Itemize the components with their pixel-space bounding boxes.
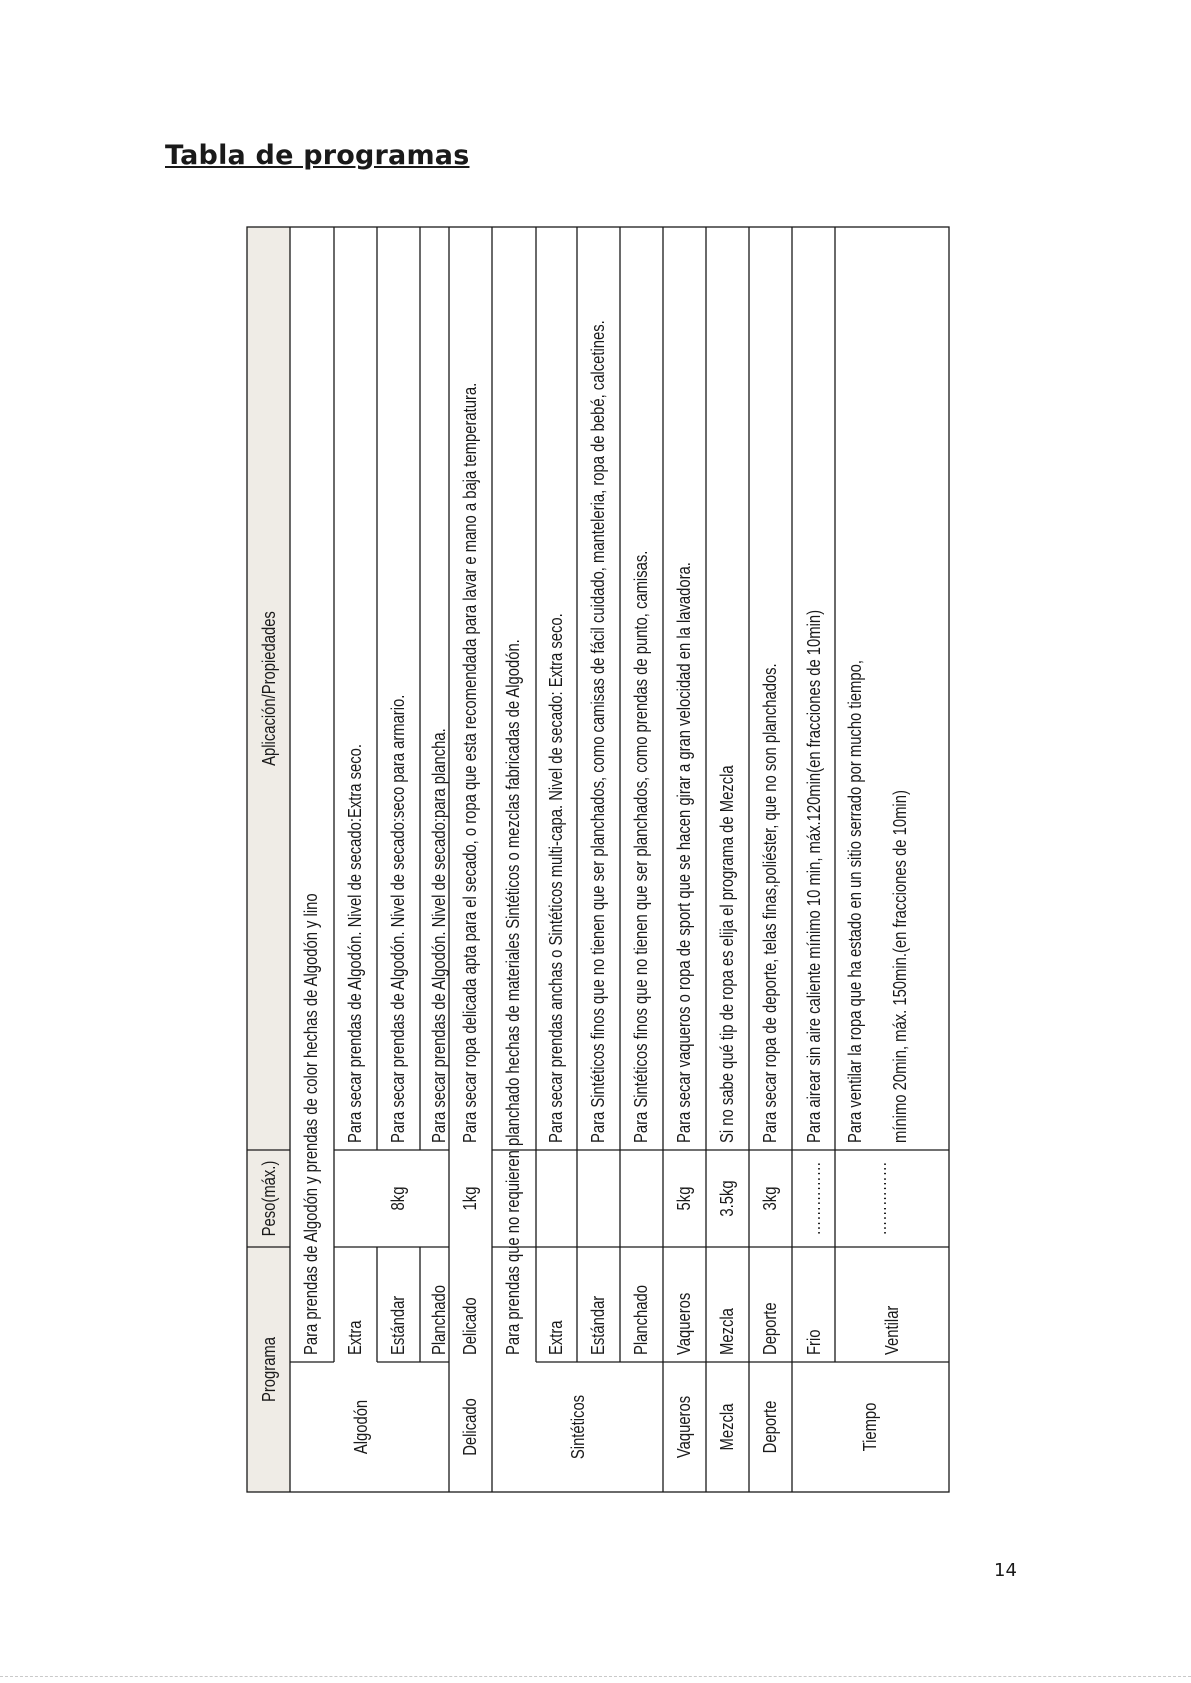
- sub-label: Extra: [545, 1320, 566, 1355]
- app-text: Para secar vaqueros o ropa de sport que se hacen girar a gran velocidad en la lavadora.: [673, 562, 694, 1143]
- peso-value: 1kg: [459, 1186, 480, 1211]
- group-vaqueros: Vaqueros: [673, 1395, 694, 1459]
- span-row-algodon: Para prendas de Algodón y prendas de color hechas de Algodón y lino: [300, 893, 321, 1355]
- peso-value: 5kg: [673, 1186, 694, 1211]
- program-table: [247, 222, 953, 1492]
- sub-label: Estándar: [387, 1295, 408, 1355]
- header-peso: Peso(máx.): [258, 1160, 279, 1237]
- sub-label: Vaqueros: [673, 1292, 694, 1355]
- sub-label: Mezcla: [716, 1308, 737, 1355]
- peso-value: ……………: [803, 1161, 824, 1236]
- peso-value: ……………: [869, 1161, 890, 1236]
- span-row-sinteticos: Para prendas que no requieren planchado hechas de materiales Sintéticos o mezclas fabricadas de Algodón.: [502, 639, 523, 1355]
- sub-label: Ventilar: [881, 1305, 902, 1355]
- group-algodon: Algodón: [350, 1399, 371, 1455]
- page-bottom-divider: [0, 1676, 1191, 1677]
- peso-value: 3.5kg: [716, 1180, 737, 1217]
- peso-value: 3kg: [759, 1186, 780, 1211]
- app-text: Para Sintéticos finos que no tienen que ser planchados, como prendas de punto, camisas.: [630, 550, 651, 1143]
- sub-label: Estándar: [587, 1295, 608, 1355]
- header-programa: Programa: [258, 1337, 279, 1402]
- app-text: Para secar prendas de Algodón. Nivel de secado:seco para armario.: [387, 694, 408, 1143]
- app-text: Para ventilar la ropa que ha estado en un sitio serrado por mucho tiempo,: [844, 660, 865, 1143]
- page-number: 14: [994, 1560, 1017, 1581]
- peso-value: 8kg: [387, 1186, 408, 1211]
- group-tiempo: Tiempo: [859, 1402, 880, 1452]
- sub-label: Frio: [803, 1329, 824, 1355]
- group-deporte: Deporte: [759, 1400, 780, 1454]
- app-text-continued: mínimo 20min, máx. 150min.(en fracciones de 10min): [889, 790, 910, 1143]
- page-title: Tabla de programas: [165, 140, 470, 171]
- sub-label: Planchado: [630, 1285, 651, 1355]
- app-text: Para secar prendas anchas o Sintéticos multi-capa. Nivel de secado: Extra seco.: [545, 613, 566, 1143]
- header-aplicacion: Aplicación/Propiedades: [258, 611, 279, 766]
- group-sinteticos: Sintéticos: [567, 1394, 588, 1460]
- sub-label: Extra: [344, 1320, 365, 1355]
- group-mezcla: Mezcla: [716, 1403, 737, 1451]
- app-text: Para airear sin aire caliente mínimo 10 min, máx.120min(en fracciones de 10min): [803, 609, 824, 1143]
- sub-label: Planchado: [428, 1285, 449, 1355]
- group-delicado: Delicado: [459, 1398, 480, 1456]
- sub-label: Delicado: [459, 1297, 480, 1355]
- app-text: Para secar ropa delicada apta para el secado, o ropa que esta recomendada para lavar e mano a baja temperatura.: [459, 382, 480, 1143]
- app-text: Para Sintéticos finos que no tienen que ser planchados, como camisas de fácil cuidado, manteleria, ropa de bebé, calcetines.: [587, 320, 608, 1143]
- app-text: Para secar prendas de Algodón. Nivel de secado:para plancha.: [428, 728, 449, 1143]
- app-text: Para secar prendas de Algodón. Nivel de secado:Extra seco.: [344, 743, 365, 1143]
- app-text: Si no sabe qué tip de ropa es elija el programa de Mezcla: [716, 765, 737, 1143]
- sub-label: Deporte: [759, 1302, 780, 1355]
- app-text: Para secar ropa de deporte, telas finas,poliéster, que no son planchados.: [759, 663, 780, 1143]
